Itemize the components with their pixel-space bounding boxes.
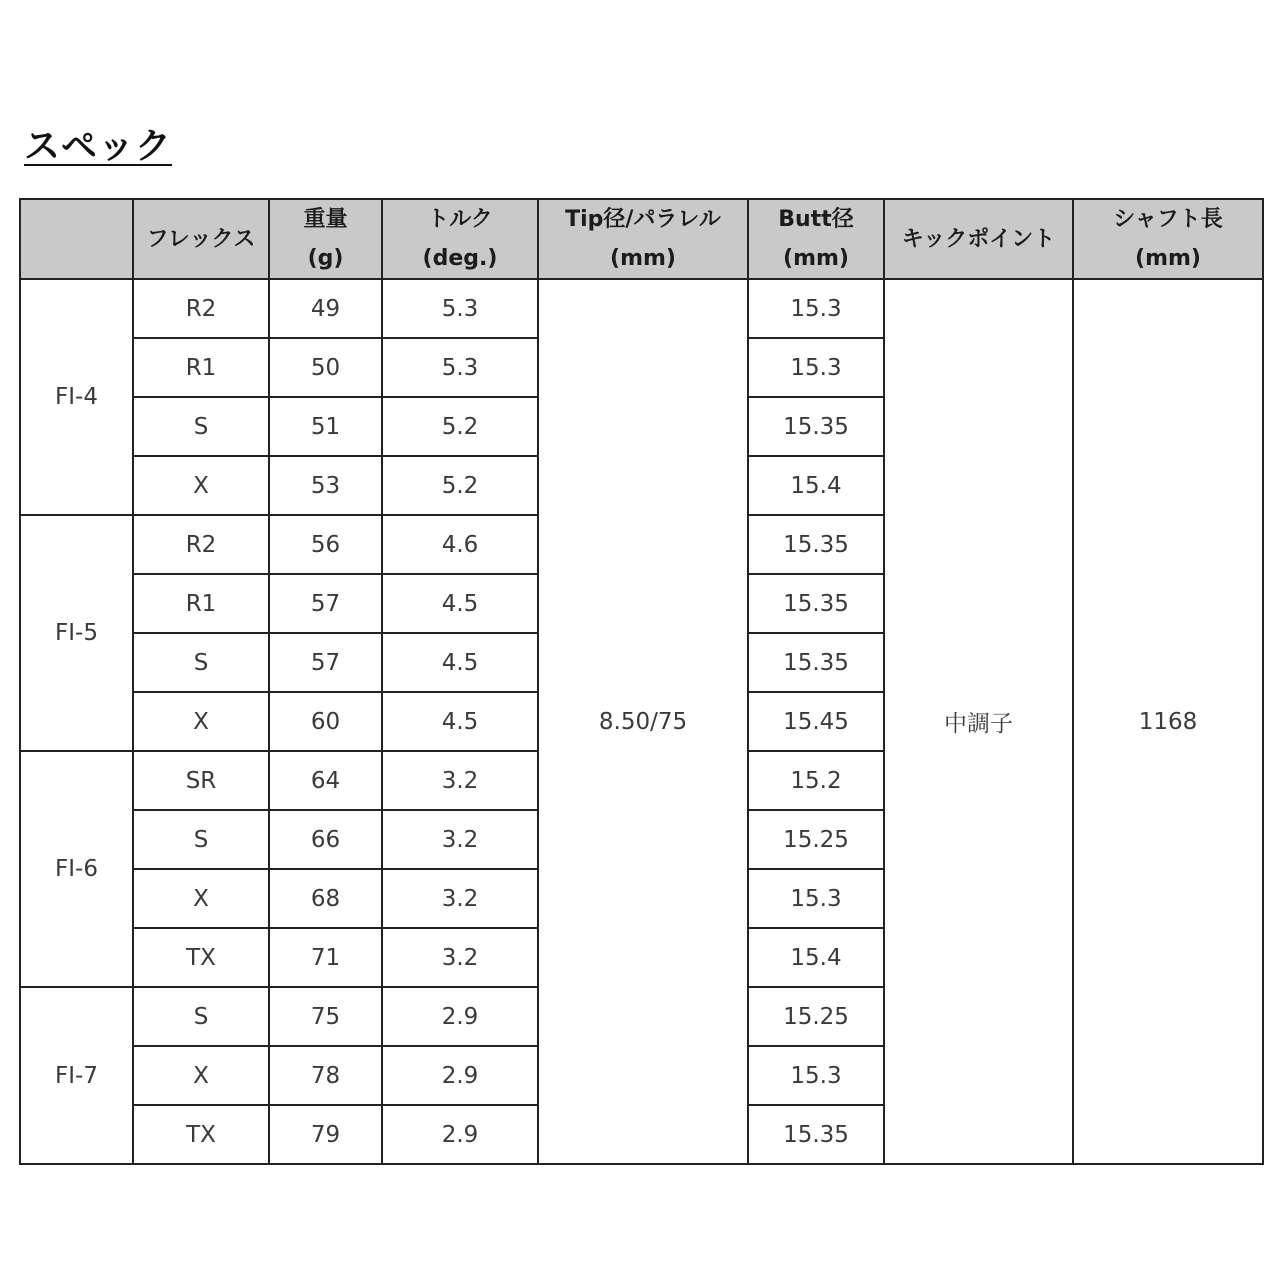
flex-cell: S: [133, 810, 269, 869]
header-butt-unit: (mm): [783, 246, 849, 271]
model-cell: FI-6: [20, 751, 133, 987]
torque-cell: 2.9: [382, 1105, 538, 1164]
flex-cell: S: [133, 987, 269, 1046]
model-cell: FI-7: [20, 987, 133, 1164]
header-tip-unit: (mm): [610, 246, 676, 271]
header-length-unit: (mm): [1135, 246, 1201, 271]
weight-cell: 64: [269, 751, 382, 810]
header-torque-label: トルク: [427, 207, 493, 232]
flex-cell: X: [133, 869, 269, 928]
weight-cell: 66: [269, 810, 382, 869]
butt-cell: 15.3: [748, 338, 884, 397]
flex-cell: R2: [133, 279, 269, 338]
weight-cell: 50: [269, 338, 382, 397]
flex-cell: TX: [133, 928, 269, 987]
torque-cell: 4.6: [382, 515, 538, 574]
flex-cell: R1: [133, 574, 269, 633]
header-torque-unit: (deg.): [422, 246, 498, 271]
weight-cell: 68: [269, 869, 382, 928]
torque-cell: 5.2: [382, 456, 538, 515]
weight-cell: 49: [269, 279, 382, 338]
butt-cell: 15.3: [748, 869, 884, 928]
header-flex: フレックス: [133, 199, 269, 279]
header-length: [1073, 199, 1263, 279]
page-title: スペック: [24, 126, 173, 167]
torque-cell: 4.5: [382, 692, 538, 751]
model-cell: FI-5: [20, 515, 133, 751]
weight-cell: 78: [269, 1046, 382, 1105]
torque-cell: 2.9: [382, 987, 538, 1046]
flex-cell: X: [133, 456, 269, 515]
butt-cell: 15.35: [748, 633, 884, 692]
flex-cell: X: [133, 1046, 269, 1105]
header-weight-label: 重量: [303, 207, 348, 232]
butt-cell: 15.4: [748, 456, 884, 515]
torque-cell: 2.9: [382, 1046, 538, 1105]
header-torque: [382, 199, 538, 279]
butt-cell: 15.45: [748, 692, 884, 751]
header-tip: [538, 199, 748, 279]
flex-cell: S: [133, 397, 269, 456]
header-kickpoint: キックポイント: [884, 199, 1073, 279]
length-cell: 1168: [1073, 279, 1263, 1164]
butt-cell: 15.35: [748, 515, 884, 574]
torque-cell: 3.2: [382, 810, 538, 869]
butt-cell: 15.3: [748, 1046, 884, 1105]
weight-cell: 56: [269, 515, 382, 574]
header-tip-label: Tip径/パラレル: [565, 207, 721, 232]
butt-cell: 15.35: [748, 1105, 884, 1164]
header-model: [20, 199, 133, 279]
kickpoint-cell: 中調子: [884, 279, 1073, 1164]
butt-cell: 15.25: [748, 987, 884, 1046]
header-butt-label: Butt径: [778, 207, 854, 232]
weight-cell: 79: [269, 1105, 382, 1164]
butt-cell: 15.3: [748, 279, 884, 338]
butt-cell: 15.35: [748, 397, 884, 456]
weight-cell: 53: [269, 456, 382, 515]
weight-cell: 57: [269, 574, 382, 633]
butt-cell: 15.2: [748, 751, 884, 810]
table-row: [20, 279, 1263, 338]
weight-cell: 75: [269, 987, 382, 1046]
butt-cell: 15.25: [748, 810, 884, 869]
flex-cell: R2: [133, 515, 269, 574]
header-butt: [748, 199, 884, 279]
weight-cell: 60: [269, 692, 382, 751]
torque-cell: 5.3: [382, 338, 538, 397]
tip-cell: 8.50/75: [538, 279, 748, 1164]
butt-cell: 15.4: [748, 928, 884, 987]
torque-cell: 3.2: [382, 869, 538, 928]
model-cell: FI-4: [20, 279, 133, 515]
flex-cell: S: [133, 633, 269, 692]
flex-cell: TX: [133, 1105, 269, 1164]
torque-cell: 4.5: [382, 574, 538, 633]
weight-cell: 71: [269, 928, 382, 987]
torque-cell: 3.2: [382, 928, 538, 987]
spec-table: [19, 198, 1264, 1165]
header-length-label: シャフト長: [1113, 207, 1223, 232]
weight-cell: 51: [269, 397, 382, 456]
weight-cell: 57: [269, 633, 382, 692]
butt-cell: 15.35: [748, 574, 884, 633]
torque-cell: 4.5: [382, 633, 538, 692]
header-weight: [269, 199, 382, 279]
torque-cell: 3.2: [382, 751, 538, 810]
header-weight-unit: (g): [307, 246, 344, 271]
flex-cell: X: [133, 692, 269, 751]
flex-cell: SR: [133, 751, 269, 810]
torque-cell: 5.3: [382, 279, 538, 338]
torque-cell: 5.2: [382, 397, 538, 456]
flex-cell: R1: [133, 338, 269, 397]
header-row: [20, 199, 1263, 279]
